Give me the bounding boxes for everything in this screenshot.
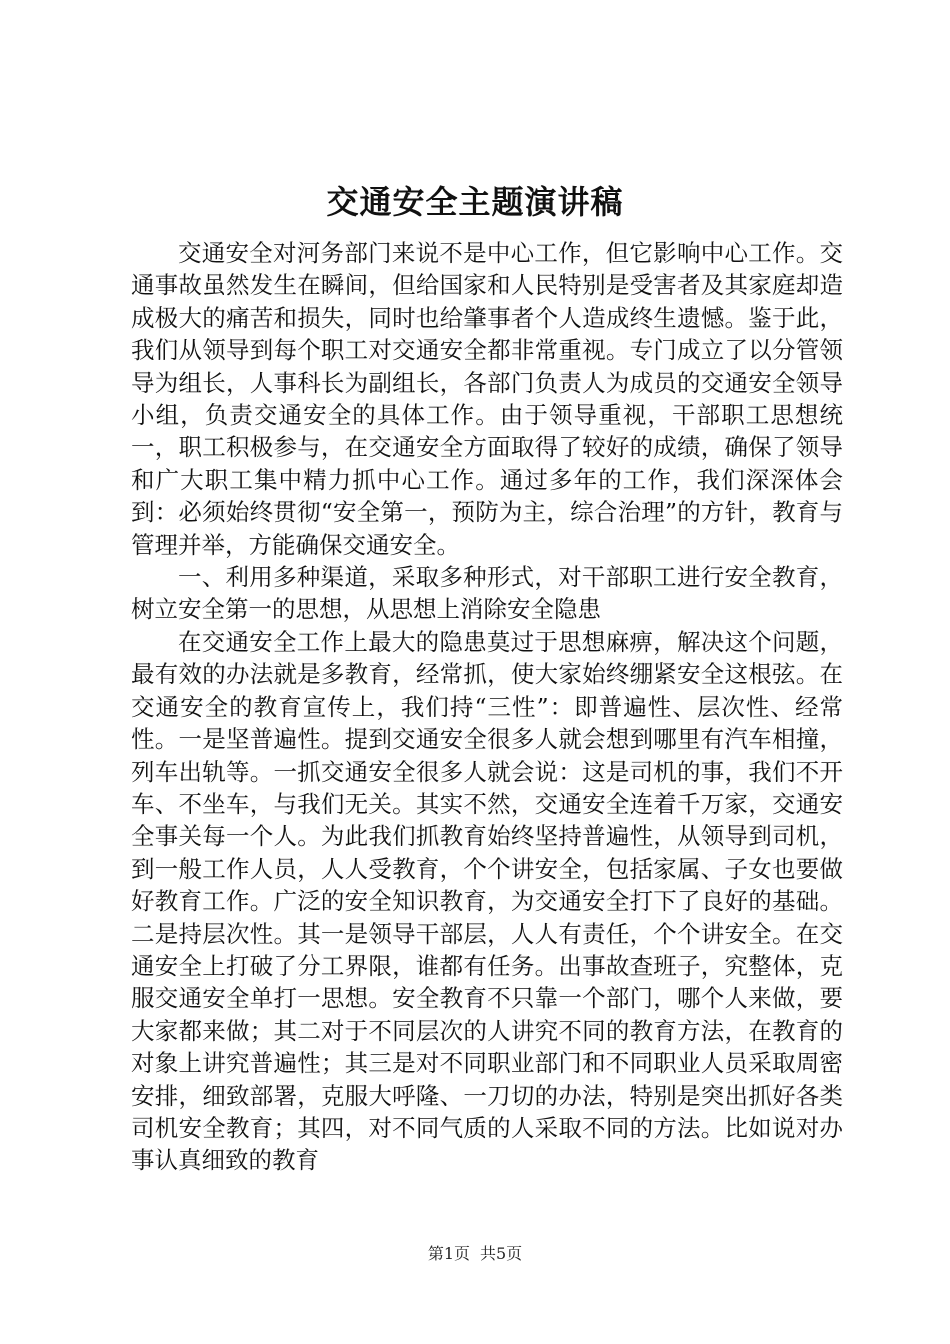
page-footer — [0, 1244, 950, 1264]
paragraph-education: 在交通安全工作上最大的隐患莫过于思想麻痹，解决这个问题，最有效的办法就是多教育，经常抓，使大家始终绷紧安全这根弦。在交通安全的教育宣传上，我们持“三性”：即普遍性、层次性、经常性。一是坚普遍性。提到交通安全很多人就会想到哪里有汽车相撞，列车出轨等。一抓交通安全很多人就会说：这是司机的事，我们不开车、不坐车，与我们无关。其实不然，交通安全连着千万家，交通安全事关每一个人。为此我们抓教育始终坚持普遍性，从领导到司机，到一般工作人员，人人受教育，个个讲安全，包括家属、子女也要做好教育工作。广泛的安全知识教育，为交通安全打下了良好的基础。二是持层次性。其一是领导干部层，人人有责任，个个讲安全。在交通安全上打破了分工界限，谁都有任务。出事故查班子，究整体，克服交通安全单打一思想。安全教育不只靠一个部门，哪个人来做，要大家都来做；其二对于不同层次的人讲究不同的教育方法，在教育的对象上讲究普遍性；其三是对不同职业部门和不同职业人员采取周密安排，细致部署，克服大呼隆、一刀切的办法，特别是突出抓好各类司机安全教育；其四，对不同气质的人采取不同的方法。比如说对办事认真细致的教育 — [131, 627, 843, 1175]
document-body — [131, 237, 843, 1177]
page-number: 第1页 — [427, 1244, 470, 1263]
paragraph-intro: 交通安全对河务部门来说不是中心工作，但它影响中心工作。交通事故虽然发生在瞬间，但给国家和人民特别是受害者及其家庭却造成极大的痛苦和损失，同时也给肇事者个人造成终生遗憾。鉴于此，我们从领导到每个职工对交通安全都非常重视。专门成立了以分管领导为组长，人事科长为副组长，各部门负责人为成员的交通安全领导小组，负责交通安全的具体工作。由于领导重视，干部职工思想统一，职工积极参与，在交通安全方面取得了较好的成绩，确保了领导和广大职工集中精力抓中心工作。通过多年的工作，我们深深体会到：必须始终贯彻“安全第一，预防为主，综合治理”的方针，教育与管理并举，方能确保交通安全。 — [131, 239, 843, 559]
page-title: 交通安全主题演讲稿 — [326, 183, 624, 221]
paragraph-section-heading: 一、利用多种渠道，采取多种形式，对干部职工进行安全教育，树立安全第一的思想，从思想上消除安全隐患 — [131, 563, 843, 624]
page-total: 共5页 — [480, 1244, 523, 1263]
